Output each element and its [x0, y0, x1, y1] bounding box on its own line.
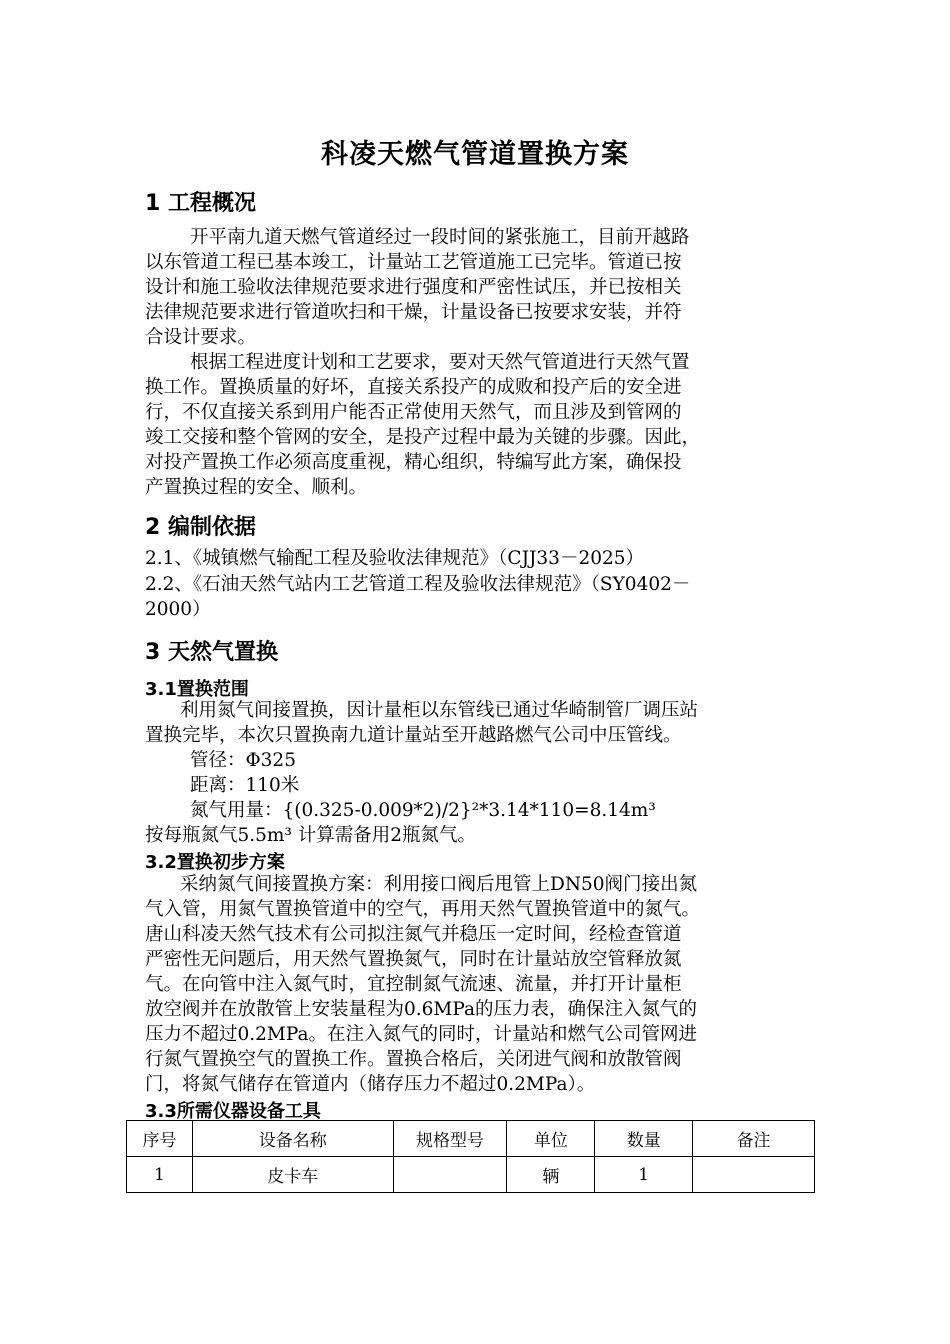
table-cell: 1 [127, 1157, 193, 1193]
section-1-heading: 1 工程概况 [145, 191, 256, 216]
table-header-row [127, 1121, 815, 1157]
paragraph-line: 压力不超过0.2MPa。在注入氮气的同时，计量站和燃气公司管网进 [145, 1024, 698, 1045]
column-header: 备注 [693, 1121, 815, 1157]
paragraph-line: 放空阀并在放散管上安装量程为0.6MPa的压力表，确保注入氮气的 [145, 999, 698, 1020]
column-header: 单位 [507, 1121, 595, 1157]
table-cell: 皮卡车 [192, 1157, 393, 1193]
paragraph-line: 以东管道工程已基本竣工，计量站工艺管道施工已完毕。管道已按 [145, 252, 682, 273]
subsection-3-2-heading: 3.2置换初步方案 [145, 852, 285, 873]
column-header: 数量 [595, 1121, 693, 1157]
paragraph-line: 对投产置换工作必须高度重视，精心组织，特编写此方案，确保投 [145, 452, 682, 473]
paragraph-line: 设计和施工验收法律规范要求进行强度和严密性试压，并已按相关 [145, 277, 682, 298]
table-cell [393, 1157, 507, 1193]
paragraph-line: 唐山科凌天然气技术有公司拟注氮气并稳压一定时间，经检查管道 [145, 924, 682, 945]
column-header: 序号 [127, 1121, 193, 1157]
section-2-heading: 2 编制依据 [145, 515, 256, 540]
paragraph-line: 气。在向管中注入氮气时，宜控制氮气流速、流量，并打开计量柜 [145, 974, 682, 995]
column-header: 规格型号 [393, 1121, 507, 1157]
paragraph-line: 门，将氮气储存在管道内（储存压力不超过0.2MPa）。 [145, 1074, 596, 1095]
paragraph-line: 产置换过程的安全、顺利。 [145, 477, 368, 498]
paragraph-line: 法律规范要求进行管道吹扫和干燥，计量设备已按要求安装，并符 [145, 302, 682, 323]
paragraph-line: 合设计要求。 [145, 327, 257, 348]
paragraph-line: 竣工交接和整个管网的安全，是投产过程中最为关键的步骤。因此， [145, 427, 701, 448]
paragraph-line: 利用氮气间接置换，因计量柜以东管线已通过华崎制管厂调压站 [180, 700, 699, 721]
pipe-diameter: 管径：Φ325 [190, 750, 296, 771]
equipment-table [126, 1120, 815, 1193]
reference-item: 2.1、《城镇燃气输配工程及验收法律规范》（CJJ33－2025） [145, 548, 645, 569]
paragraph-line: 开平南九道天燃气管道经过一段时间的紧张施工，目前开越路 [190, 227, 690, 248]
table-cell: 1 [595, 1157, 693, 1193]
subsection-3-1-heading: 3.1置换范围 [145, 679, 249, 700]
subsection-3-3-heading: 3.3所需仪器设备工具 [145, 1101, 321, 1122]
section-3-heading: 3 天然气置换 [145, 640, 278, 665]
table-cell [693, 1157, 815, 1193]
paragraph-line: 严密性无问题后，用天然气置换氮气，同时在计量站放空管释放氮 [145, 949, 682, 970]
paragraph-line: 置换完毕，本次只置换南九道计量站至开越路燃气公司中压管线。 [145, 725, 682, 746]
reference-item: 2.2、《石油天然气站内工艺管道工程及验收法律规范》（SY0402－ [145, 574, 691, 595]
table-cell: 辆 [507, 1157, 595, 1193]
nitrogen-usage: 氮气用量：{(0.325-0.009*2)/2}²*3.14*110=8.14m³ [190, 800, 656, 821]
reference-item: 2000） [145, 599, 211, 620]
paragraph-line: 气入管，用氮气置换管道中的空气，再用天然气置换管道中的氮气。 [145, 899, 701, 920]
paragraph-line: 行氮气置换空气的置换工作。置换合格后，关闭进气阀和放散管阀 [145, 1049, 682, 1070]
page-title: 科凌天燃气管道置换方案 [321, 139, 629, 170]
table-row [127, 1157, 815, 1193]
paragraph-line: 行，不仅直接关系到用户能否正常使用天然气，而且涉及到管网的 [145, 402, 682, 423]
column-header: 设备名称 [192, 1121, 393, 1157]
paragraph-line: 换工作。置换质量的好坏，直接关系投产的成败和投产后的安全进 [145, 377, 682, 398]
pipe-distance: 距离：110米 [190, 775, 300, 796]
paragraph-line: 采纳氮气间接置换方案：利用接口阀后甩管上DN50阀门接出氮 [180, 874, 698, 895]
paragraph-line: 按每瓶氮气5.5m³ 计算需备用2瓶氮气。 [145, 825, 477, 846]
paragraph-line: 根据工程进度计划和工艺要求，要对天然气管道进行天然气置 [190, 352, 690, 373]
